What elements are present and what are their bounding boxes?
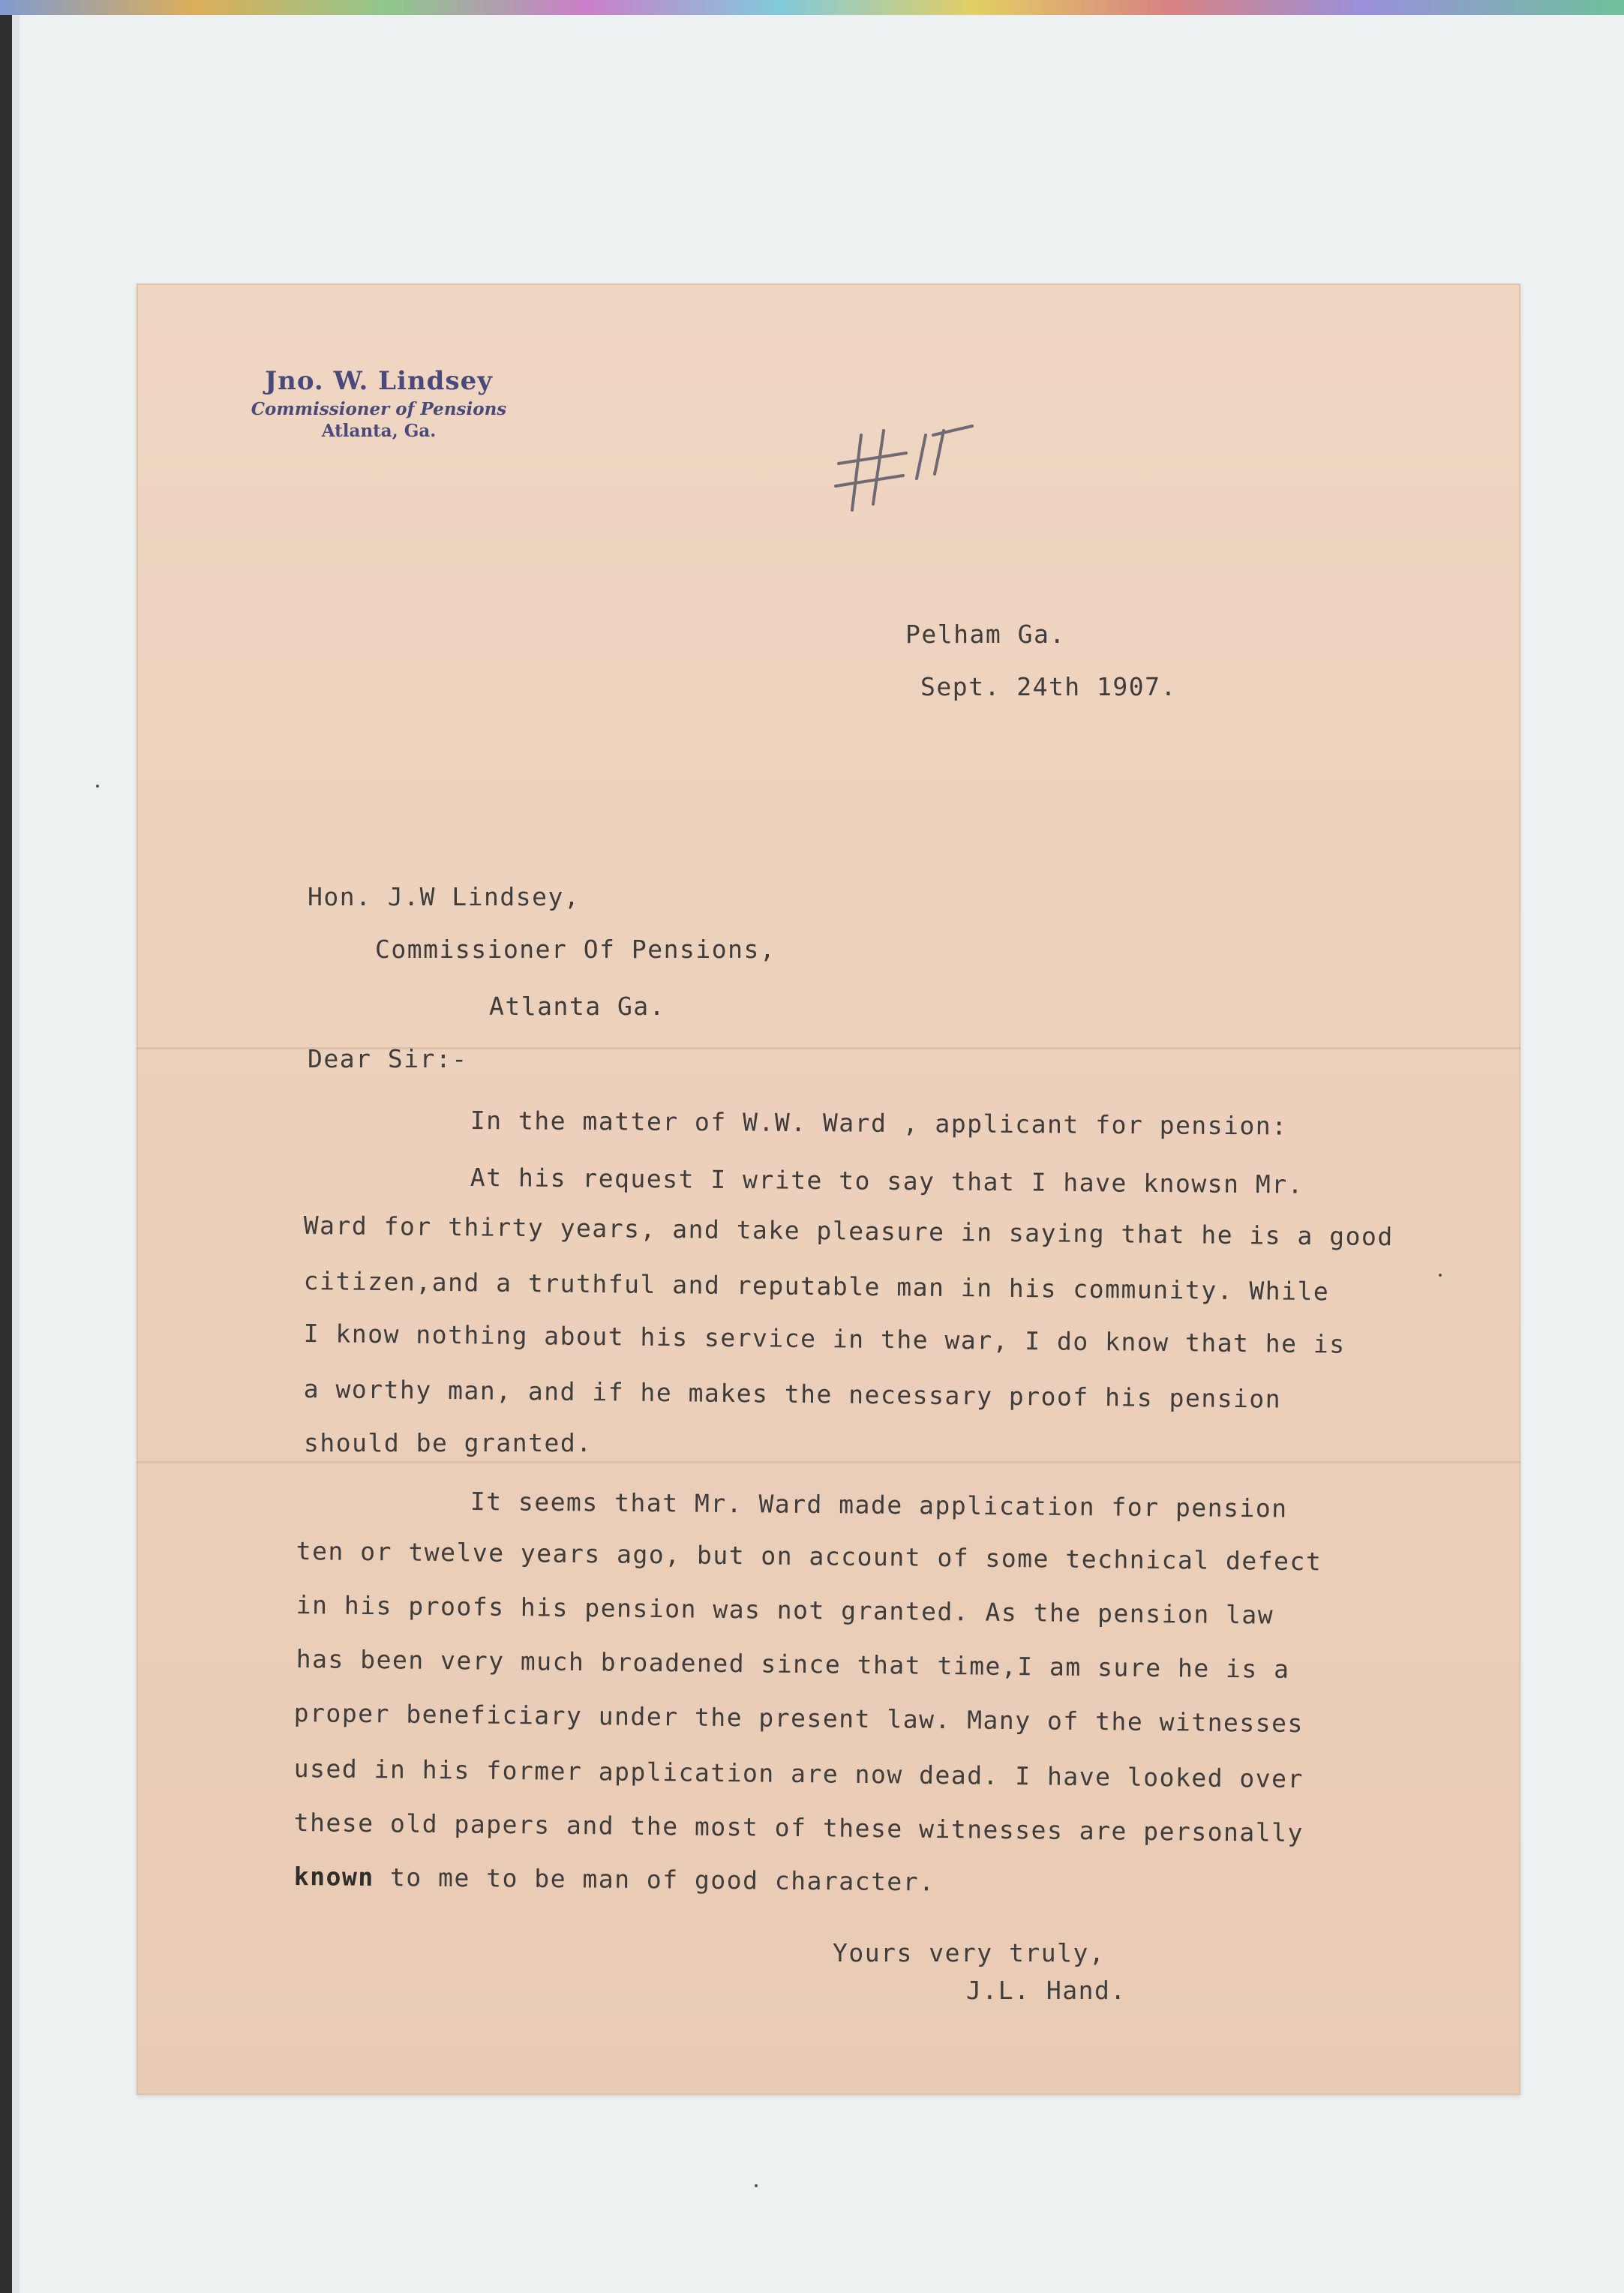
last-line-text: to me to be man of good character. xyxy=(374,1862,935,1897)
letter-date: Sept. 24th 1907. xyxy=(920,672,1177,701)
speck xyxy=(755,2184,758,2187)
closing: Yours very truly, xyxy=(833,1938,1106,1967)
body-line: citizen,and a truthful and reputable man in his community. While xyxy=(303,1266,1330,1307)
handwritten-number-mark xyxy=(831,420,981,525)
recipient-name: Hon. J.W Lindsey, xyxy=(308,882,581,911)
letter-place: Pelham Ga. xyxy=(905,620,1066,649)
salutation: Dear Sir:- xyxy=(308,1044,468,1073)
body-line-last xyxy=(294,1862,935,1896)
scanner-edge xyxy=(0,15,12,2293)
body-line: At his request I write to say that I have knowsn Mr. xyxy=(470,1163,1304,1199)
body-line: in his proofs his pension was not granted. As the pension law xyxy=(296,1590,1274,1630)
letterhead xyxy=(218,366,540,441)
body-line: used in his former application are now dead. I have looked over xyxy=(293,1754,1304,1794)
body-line: these old papers and the most of these witnesses are personally xyxy=(293,1808,1304,1848)
letterhead-city: Atlanta, Ga. xyxy=(321,421,437,441)
body-line: I know nothing about his service in the war, I do know that he is xyxy=(303,1319,1346,1359)
body-line: a worthy man, and if he makes the necessary proof his pension xyxy=(303,1374,1282,1414)
signature: J.L. Hand. xyxy=(966,1976,1127,2005)
letterhead-title: Commissioner of Pensions xyxy=(251,399,507,419)
letterhead-name: Jno. W. Lindsey xyxy=(265,366,493,396)
body-line: proper beneficiary under the present law. Many of the witnesses xyxy=(293,1698,1304,1739)
scan-color-strip xyxy=(0,0,1624,15)
body-line: It seems that Mr. Ward made application for pension xyxy=(470,1487,1288,1523)
recipient-title: Commissioner Of Pensions, xyxy=(375,935,776,964)
speck xyxy=(1439,1274,1442,1277)
body-line: has been very much broadened since that time,I am sure he is a xyxy=(296,1644,1290,1684)
recipient-city: Atlanta Ga. xyxy=(489,992,666,1021)
bold-word: known xyxy=(293,1862,374,1892)
body-line: should be granted. xyxy=(304,1428,593,1457)
paper-fold xyxy=(137,1461,1520,1463)
scanner-edge-highlight xyxy=(12,15,20,2293)
body-line: In the matter of W.W. Ward , applicant for pension: xyxy=(470,1106,1288,1141)
speck xyxy=(96,785,99,788)
body-line: ten or twelve years ago, but on account of some technical defect xyxy=(296,1536,1322,1577)
body-line: Ward for thirty years, and take pleasure in saying that he is a good xyxy=(303,1211,1394,1252)
